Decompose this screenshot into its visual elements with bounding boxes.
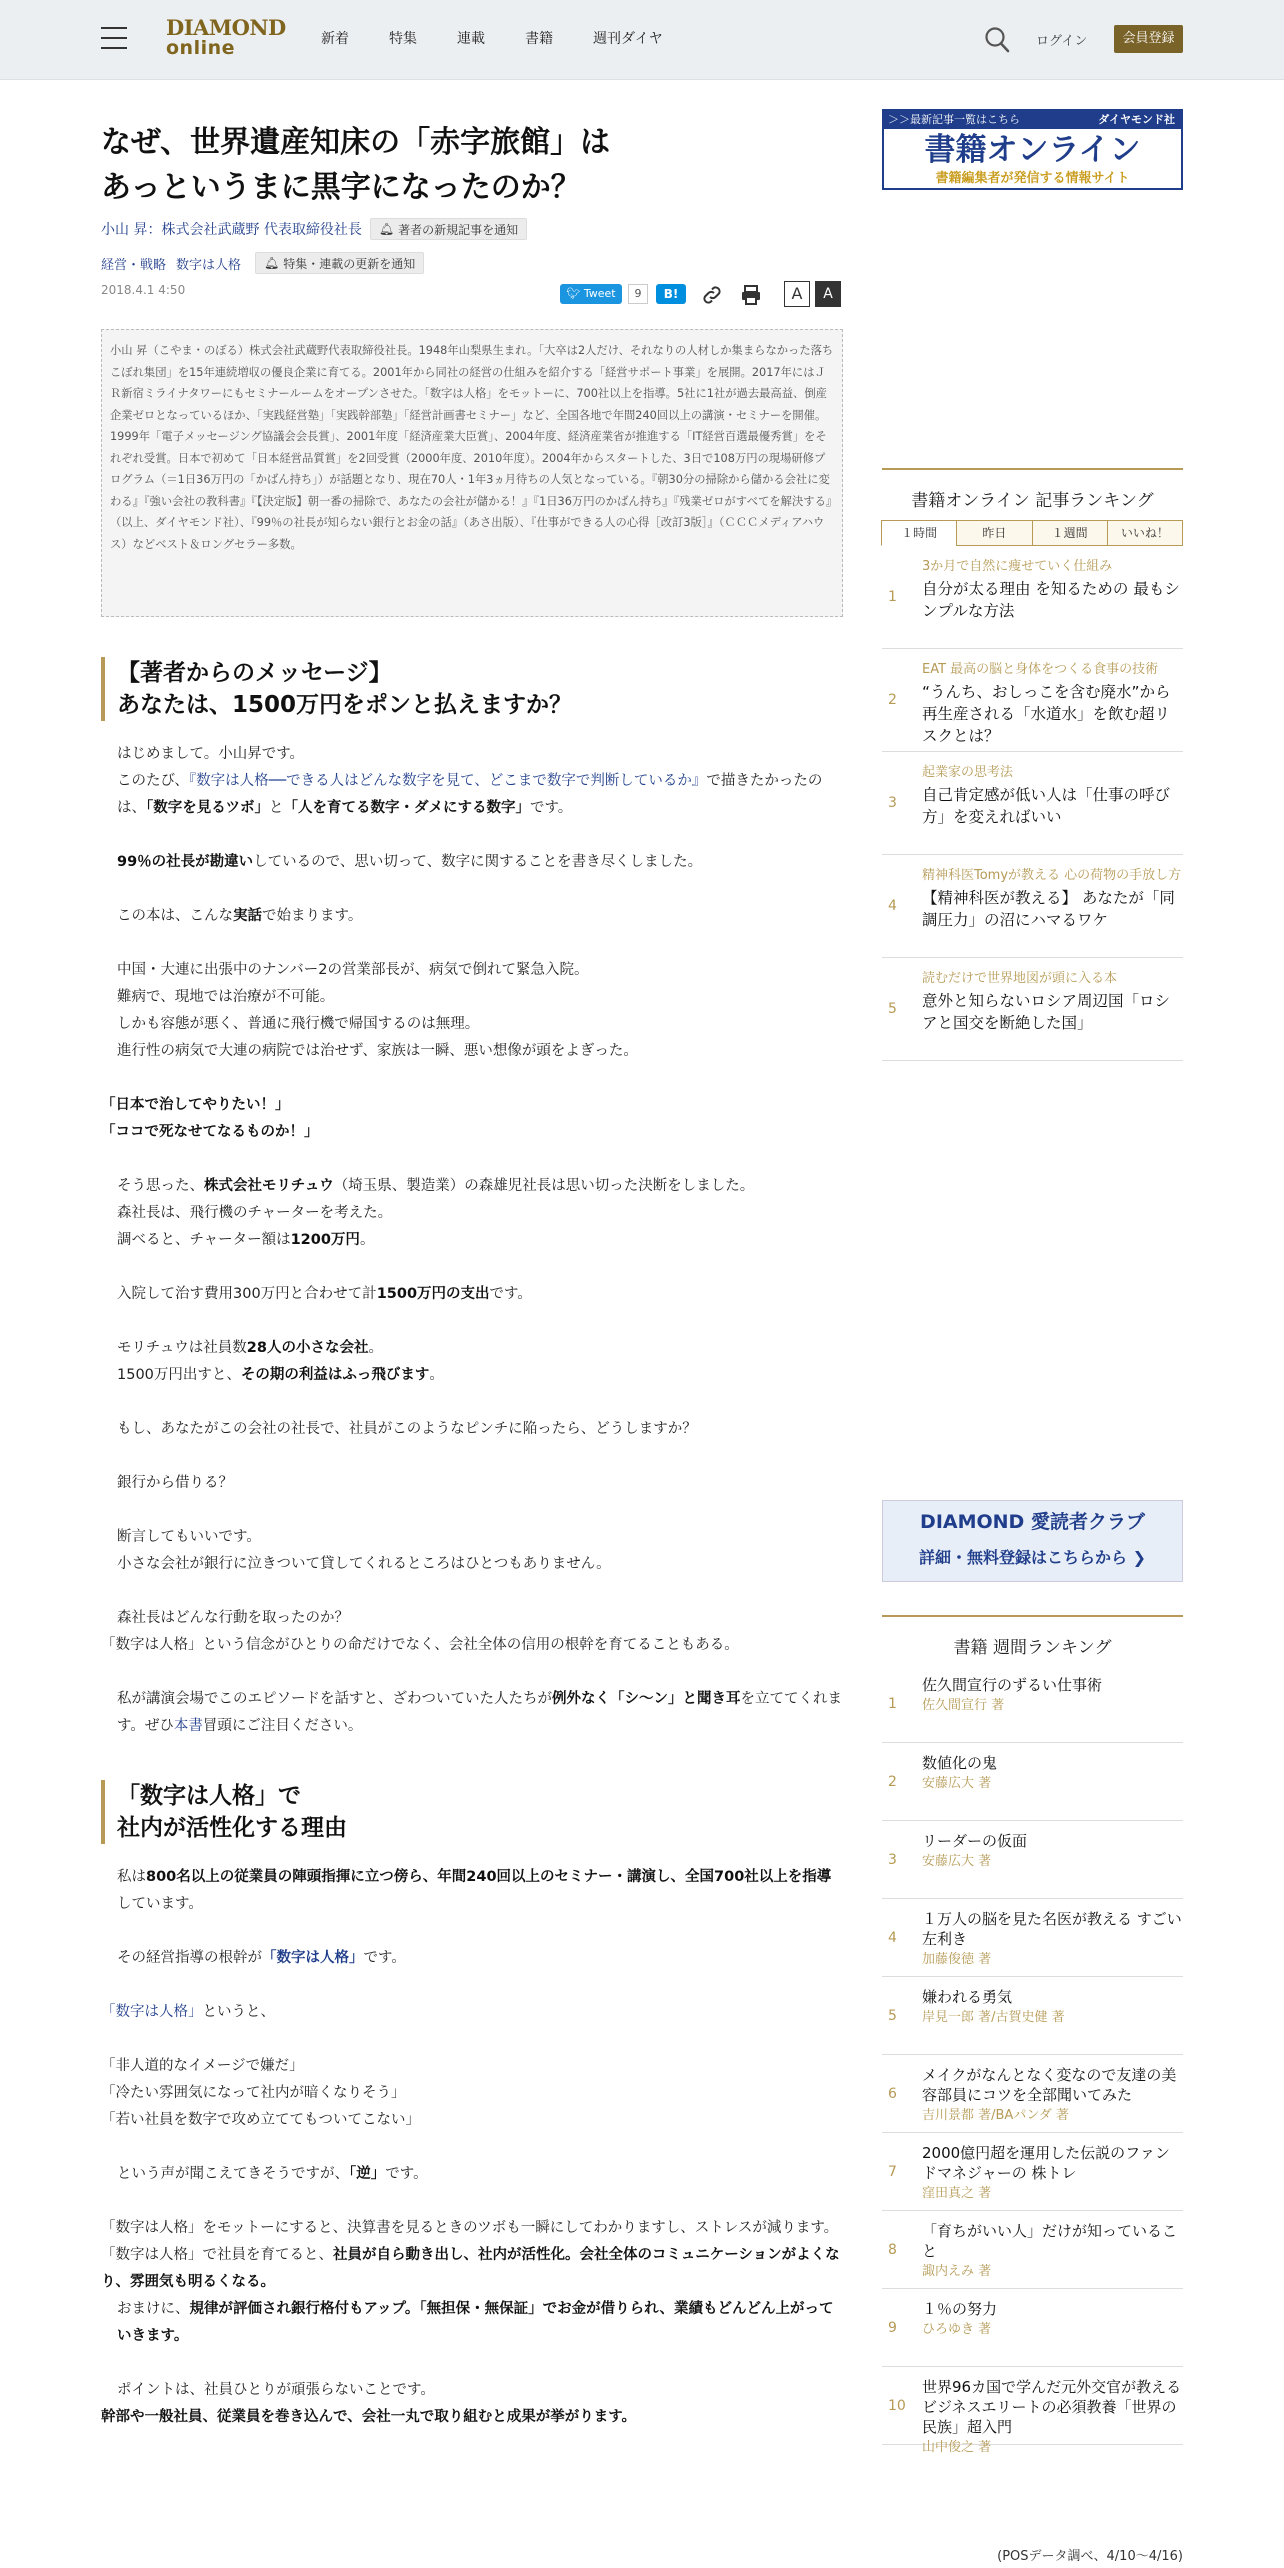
ranking-item[interactable] — [882, 752, 1183, 855]
ranking-series: 起業家の思考法 — [922, 765, 1014, 780]
paragraph: その経営指導の根幹が「数字は人格」です。 — [117, 1950, 406, 1966]
article-body-1 — [101, 741, 843, 1740]
heading-line: 「数字は人格」で — [117, 1783, 301, 1809]
pos-data-note: (POSデータ調べ、4/10～4/16) — [997, 2549, 1183, 2564]
ranking-title: 書籍 週間ランキング — [882, 1615, 1183, 1665]
author-notify-label: 著者の新規記事を通知 — [398, 222, 519, 237]
paragraph: 私が講演会場でこのエピソードを話すと、ざわついていた人たちが例外なく「シ～ン」と聞き耳を立ててくれます。ぜひ本書冒頭にご注目ください。 — [117, 1691, 842, 1734]
nav-item-weekly[interactable]: 週刊ダイヤ — [593, 31, 663, 47]
rank-number: 10 — [888, 2397, 906, 2414]
publisher-name: ダイヤモンド社 — [1098, 113, 1175, 126]
bell-icon: 🔔︎ — [378, 222, 395, 236]
category-link[interactable]: 数字は人格 — [176, 257, 242, 273]
book-weekly-ranking — [882, 1615, 1183, 2455]
paragraph: 進行性の病気で大連の病院では治せず、家族は一瞬、悪い想像が頭をよぎった。 — [117, 1043, 638, 1059]
paragraph: 「若い社員を数字で攻め立ててもついてこない」 — [101, 2112, 420, 2128]
rank-number: 6 — [888, 2085, 897, 2102]
banner-link-text: ＞＞最新記事一覧はこちら — [888, 113, 1020, 126]
rank-number: 4 — [888, 1929, 897, 1946]
ranking-series: 精神科医Tomyが教える 心の荷物の手放し方 — [922, 868, 1182, 883]
article — [101, 120, 843, 2431]
ranking-title: 書籍オンライン 記事ランキング — [882, 468, 1183, 520]
ranking-title-text: “うんち、おしっこを含む廃水”から再生産される「水道水」を飲む超リスクとは？ — [922, 683, 1171, 745]
search-icon[interactable] — [984, 26, 1010, 54]
section-heading — [101, 1780, 843, 1844]
book-title: １％の努力 — [922, 2300, 998, 2318]
book-author: 吉川景都 著/BAパンダ 著 — [922, 2108, 1069, 2123]
book-title: メイクがなんとなく変なので友達の美容部員にコツを全部聞いてみた — [922, 2066, 1177, 2104]
hatena-bookmark-button[interactable]: B! — [656, 284, 686, 304]
ranking-item[interactable] — [882, 855, 1183, 958]
rank-number: 5 — [888, 1001, 897, 1017]
quote: 「ココで死なせてなるものか！」 — [101, 1124, 319, 1140]
paragraph: もし、あなたがこの会社の社長で、社員がこのようなピンチに陥ったら、どうしますか？ — [117, 1421, 697, 1437]
dateline — [101, 281, 843, 309]
book-title: １万人の脳を見た名医が教える すごい左利き — [922, 1910, 1182, 1948]
paragraph: ポイントは、社員ひとりが頑張らないことです。 — [117, 2382, 435, 2398]
paragraph: 中国・大連に出張中のナンバー2の営業部長が、病気で倒れて緊急入院。 — [117, 962, 589, 978]
link-icon[interactable] — [700, 283, 724, 307]
sidebar — [882, 109, 1183, 2564]
font-size-small-button[interactable]: A — [784, 281, 810, 307]
title-line-1: なぜ、世界遺産知床の「赤字旅館」は — [101, 125, 611, 160]
tweet-count: 9 — [628, 284, 648, 304]
publish-date: 2018.4.1 4:50 — [101, 283, 186, 297]
book-online-banner[interactable] — [882, 109, 1183, 190]
rank-number: 3 — [888, 795, 897, 811]
paragraph: 幹部や一般社員、従業員を巻き込んで、会社一丸で取り組むと成果が挙がります。 — [101, 2409, 637, 2425]
book-ranking-item[interactable] — [882, 2289, 1183, 2367]
ranking-tabs — [882, 520, 1183, 546]
book-author: 安藤広大 著 — [922, 1776, 992, 1791]
paragraph: 「数字は人格」で社員を育てると、社員が自ら動き出し、社内が活性化。会社全体のコミュニケーションがよくなり、雰囲気も明るくなる。 — [101, 2247, 840, 2290]
paragraph: この本は、こんな実話で始まります。 — [117, 908, 363, 924]
paragraph: 1500万円出すと、その期の利益はふっ飛びます。 — [117, 1367, 444, 1383]
paragraph: 断言してもいいです。 — [117, 1529, 261, 1545]
rank-number: 2 — [888, 1773, 897, 1790]
book-title: 世界96カ国で学んだ元外交官が教える ビジネスエリートの必須教養「世界の民族」超入門 — [922, 2378, 1182, 2436]
paragraph: 入院して治す費用300万円と合わせて計1500万円の支出です。 — [117, 1286, 532, 1302]
byline — [101, 217, 843, 241]
book-title-link[interactable]: 『数字は人格──できる人はどんな数字を見て、どこまで数字で判断しているか』 — [188, 773, 707, 789]
banner-subtitle: 書籍編集者が発信する情報サイト — [935, 171, 1130, 186]
rank-number: 3 — [888, 1851, 897, 1868]
bell-icon: 🔔︎ — [264, 256, 280, 270]
paragraph: はじめまして。小山昇です。 — [117, 746, 305, 762]
book-author: 山中俊之 著 — [922, 2440, 992, 2455]
paragraph: 「数字は人格」をモットーにすると、決算書を見るときのツボも一瞬にしてわかりますし、ストレスが減ります。 — [101, 2220, 839, 2236]
nav-item-books[interactable]: 書籍 — [525, 31, 553, 47]
section-heading — [101, 657, 843, 721]
series-notify-button[interactable] — [255, 252, 424, 274]
ranking-item[interactable] — [882, 958, 1183, 1061]
paragraph: 「冷たい雰囲気になって社内が暗くなりそう」 — [101, 2085, 406, 2101]
ranking-series: EAT 最高の脳と身体をつくる食事の技術 — [922, 662, 1159, 677]
paragraph: 私は800名以上の従業員の陣頭指揮に立つ傍ら、年間240回以上のセミナー・講演し、全国700社以上を指導しています。 — [117, 1869, 832, 1912]
paragraph: おまけに、規律が評価され銀行格付もアップ。「無担保・無保証」でお金が借りられ、業績もどんどん上がっていきます。 — [117, 2301, 834, 2344]
book-ranking-item[interactable] — [882, 1743, 1183, 1821]
ranking-title-text: 意外と知らないロシア周辺国「ロシアと国交を断絶した国」 — [922, 992, 1171, 1032]
paragraph: そう思った、株式会社モリチュウ（埼玉県、製造業）の森雄児社長は思い切った決断をしました。 — [117, 1178, 755, 1194]
book-title: リーダーの仮面 — [922, 1832, 1028, 1850]
paragraph: 「数字は人格」という信念がひとりの命だけでなく、会社全体の信用の根幹を育てることもある。 — [101, 1637, 739, 1653]
banner-top-bar — [884, 111, 1181, 129]
heading-line: あなたは、1500万円をポンと払えますか？ — [117, 692, 573, 718]
paragraph: このたび、『数字は人格──できる人はどんな数字を見て、どこまで数字で判断しているか』で描きたかったのは、「数字を見るツボ」と「人を育てる数字・ダメにする数字」です。 — [117, 773, 823, 816]
book-ranking-item[interactable] — [882, 1821, 1183, 1899]
login-link[interactable]: ログイン — [1036, 34, 1088, 49]
article-title — [101, 120, 843, 210]
tab-yesterday[interactable]: 昨日 — [956, 520, 1032, 546]
paragraph: 森社長はどんな行動を取ったのか？ — [117, 1610, 349, 1626]
book-ranking-item[interactable] — [882, 1665, 1183, 1743]
book-ranking-item[interactable] — [882, 2055, 1183, 2133]
paragraph: 小さな会社が銀行に泣きついて貸してくれるところはひとつもありません。 — [117, 1556, 611, 1572]
book-title: 「育ちがいい人」だけが知っていること — [922, 2222, 1178, 2260]
author-profile: 小山 昇（こやま・のぼる）株式会社武蔵野代表取締役社長。1948年山梨県生まれ。「大卒は2人だけ、それなりの人材しか集まらなかった落ちこぼれ集団」を15年連続増収の優良企業に育てる。2001年から同社の経営の仕組みを紹介する「経営サポート事業」を展開。2017年にはＪＲ新宿ミライナタワーにもセミナールームをオープンさせた。「数字は人格」をモットーに、700社以上を指導。5社に1社が過去最高益、倒産企業ゼロとなっているほか、「実践経営塾」「実践幹部塾」「経営計画書セミナー」など、全国各地で年間240回以上の講演・セミナーを開催。1999年「電子メッセージング協議会会長賞」、2001年度「経済産業大臣賞」、2004年度、経済産業省が推進する「IT経営百選最優秀賞」をそれぞれ受賞。日本で初めて「日本経営品質賞」を2回受賞（2000年度、2010年度）。2004年からスタートした、3日で108万円の現場研修プログラム（＝1日36万円の「かばん持ち」）が話題となり、現在70人・1年3ヵ月待ちの人気となっている。『朝30分の掃除から儲かる会社に変わる』『強い会社の教科書』『【決定版】朝一番の掃除で、あなたの会社が儲かる！』『1日36万円のかばん持ち』『残業ゼロがすべてを解決する』（以上、ダイヤモンド社）、『99％の社長が知らない銀行とお金の話』（あさ出版）、『仕事ができる人の心得［改訂3版］』（ＣＣＣメディアハウス）などベスト＆ロングセラー多数。 — [101, 329, 843, 617]
twitter-icon: 🐦︎ — [566, 287, 584, 300]
rank-number: 4 — [888, 898, 897, 914]
book-author: 諏内えみ 著 — [922, 2264, 992, 2279]
article-ranking — [882, 468, 1183, 1061]
nav-item-new[interactable]: 新着 — [321, 31, 349, 47]
font-size-large-button[interactable]: A — [815, 281, 841, 307]
book-author: 岸見一郎 著/古賀史健 著 — [922, 2010, 1065, 2025]
nav-item-series[interactable]: 連載 — [457, 31, 485, 47]
category-row — [101, 251, 843, 275]
reader-club-banner[interactable] — [882, 1500, 1183, 1582]
author-link[interactable]: 小山 昇：株式会社武蔵野 代表取締役社長 — [101, 222, 362, 238]
tweet-label: Tweet — [583, 287, 616, 300]
club-banner-cta: 詳細・無料登録はこちらから ❯ — [919, 1548, 1146, 1567]
ranking-item[interactable] — [882, 546, 1183, 649]
ranking-title-text: 【精神科医が教える】 あなたが「同調圧力」の沼にハマるワケ — [922, 889, 1175, 929]
logo-bottom: online — [166, 37, 236, 59]
menu-icon[interactable] — [101, 27, 127, 49]
paragraph: 難病で、現地では治療が不可能。 — [117, 989, 335, 1005]
paragraph: モリチュウは社員数28人の小さな会社。 — [117, 1340, 383, 1356]
logo-top: DIAMOND — [166, 15, 286, 40]
book-author: 窪田真之 著 — [922, 2186, 992, 2201]
rank-number: 7 — [888, 2163, 897, 2180]
book-ranking-item[interactable] — [882, 1899, 1183, 1977]
book-ranking-item[interactable] — [882, 2211, 1183, 2289]
tab-likes[interactable]: いいね！ — [1107, 520, 1183, 546]
club-banner-title: DIAMOND 愛読者クラブ — [920, 1511, 1145, 1533]
rank-number: 1 — [888, 1695, 897, 1712]
book-ranking-item[interactable] — [882, 2133, 1183, 2211]
heading-line: 【著者からのメッセージ】 — [117, 660, 392, 686]
ranking-item[interactable] — [882, 649, 1183, 752]
book-ranking-item[interactable] — [882, 1977, 1183, 2055]
tab-1week[interactable]: １週間 — [1032, 520, 1108, 546]
nav-item-feature[interactable]: 特集 — [389, 31, 417, 47]
paragraph: しかも容態が悪く、普通に飛行機で帰国するのは無理。 — [117, 1016, 480, 1032]
ranking-series: 3か月で自然に痩せていく仕組み — [922, 559, 1113, 574]
site-logo[interactable] — [166, 15, 286, 63]
category-link[interactable]: 経営・戦略 — [101, 257, 167, 273]
book-title: 佐久間宣行のずるい仕事術 — [922, 1676, 1103, 1694]
book-author: 加藤俊徳 著 — [922, 1952, 992, 1967]
paragraph: 「非人道的なイメージで嫌だ」 — [101, 2058, 304, 2074]
print-icon[interactable] — [739, 283, 763, 307]
book-title: 2000億円超を運用した伝説のファンドマネジャーの 株トレ — [922, 2144, 1170, 2182]
ranking-title-text: 自己肯定感が低い人は「仕事の呼び方」を変えればいい — [922, 786, 1171, 826]
paragraph: 銀行から借りる？ — [117, 1475, 233, 1491]
heading-line: 社内が活性化する理由 — [117, 1815, 347, 1841]
tweet-button[interactable] — [560, 284, 622, 304]
book-ranking-item[interactable] — [882, 2367, 1183, 2455]
book-author: ひろゆき 著 — [922, 2322, 992, 2337]
rank-number: 9 — [888, 2319, 897, 2336]
article-body-2 — [101, 1864, 843, 2431]
paragraph: という声が聞こえてきそうですが、「逆」です。 — [117, 2166, 428, 2182]
ranking-series: 読むだけで世界地図が頭に入る本 — [922, 971, 1118, 986]
paragraph: 調べると、チャーター額は1200万円。 — [117, 1232, 375, 1248]
site-header — [0, 0, 1284, 80]
book-title: 数値化の鬼 — [922, 1754, 998, 1772]
book-author: 安藤広大 著 — [922, 1854, 992, 1869]
rank-number: 5 — [888, 2007, 897, 2024]
ranking-title-text: 自分が太る理由 を知るための 最もシンプルな方法 — [922, 580, 1180, 620]
paragraph: 「数字は人格」というと、 — [101, 2004, 275, 2020]
paragraph: 99％の社長が勘違いしているので、思い切って、数字に関することを書き尽くしました。 — [117, 854, 703, 870]
register-button[interactable]: 会員登録 — [1114, 25, 1183, 53]
tab-1hour[interactable]: １時間 — [881, 520, 957, 546]
rank-number: 8 — [888, 2241, 897, 2258]
book-link[interactable]: 本書 — [173, 1718, 203, 1734]
book-title: 嫌われる勇気 — [922, 1988, 1013, 2006]
banner-title: 書籍オンライン — [924, 132, 1141, 168]
author-notify-button[interactable] — [370, 218, 527, 240]
title-line-2: あっというまに黒字になったのか？ — [101, 170, 581, 205]
paragraph: 森社長は、飛行機のチャーターを考えた。 — [117, 1205, 393, 1221]
rank-number: 2 — [888, 692, 897, 708]
book-author: 佐久間宣行 著 — [922, 1698, 1005, 1713]
series-notify-label: 特集・連載の更新を通知 — [283, 256, 416, 271]
quote: 「日本で治してやりたい！」 — [101, 1097, 290, 1113]
rank-number: 1 — [888, 589, 897, 605]
